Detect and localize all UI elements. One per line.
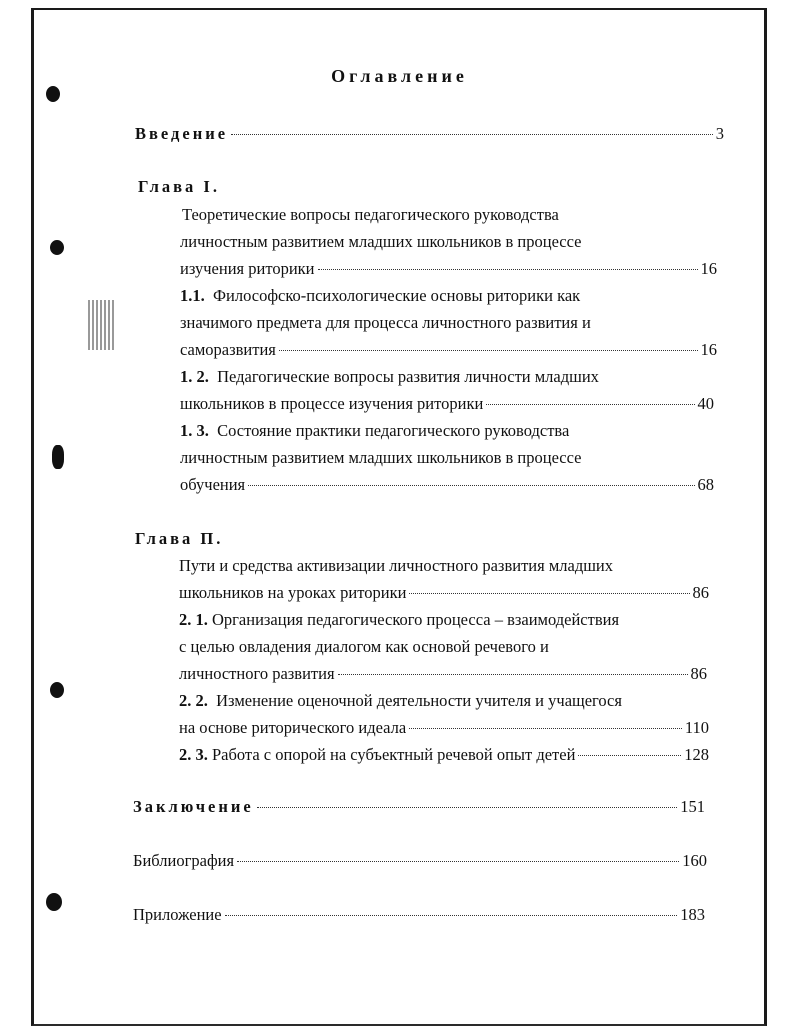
ch2-s2-text: Изменение оценочной деятельности учителя и учащегося (216, 691, 622, 710)
page-border (31, 8, 767, 1026)
ch2-s1-entry (179, 664, 707, 684)
toc-bibliography (133, 851, 707, 871)
ch2-s3-entry (179, 745, 709, 765)
ch2-main-line: Пути и средства активизации личностного развития младших (179, 556, 614, 575)
ch2-s1-text: Организация педагогического процесса – взаимодействия (212, 610, 620, 629)
punch-hole-mark (50, 240, 64, 255)
ch2-s3-page: 128 (684, 745, 709, 764)
page-title: Оглавление (331, 66, 468, 86)
toc-conclusion (133, 797, 705, 817)
ch1-s2-last: школьников в процессе изучения риторики (180, 394, 484, 413)
ch1-s1-entry (180, 340, 717, 360)
ch2-main-page: 86 (692, 583, 709, 602)
leader-dots (279, 350, 698, 351)
ch1-s1-line (180, 286, 580, 306)
chapter-2-heading: Глава П. (135, 529, 224, 548)
leader-dots (486, 404, 694, 405)
toc-bibliography-page: 160 (682, 851, 707, 870)
toc-conclusion-label: Заключение (133, 797, 254, 816)
ch2-s1-num: 2. 1. (179, 610, 208, 629)
leader-dots (257, 807, 678, 808)
toc-appendix-page: 183 (680, 905, 705, 924)
ch2-s1-line (179, 610, 619, 630)
ch2-s2-page: 110 (684, 718, 709, 737)
ch1-s3-entry (180, 475, 714, 495)
leader-dots (237, 861, 679, 862)
leader-dots (578, 755, 681, 756)
toc-appendix-label: Приложение (133, 905, 222, 924)
ch1-s3-text: Состояние практики педагогического руководства (217, 421, 570, 440)
leader-dots (409, 593, 689, 594)
ch1-main-entry (180, 259, 717, 279)
ch1-s1-text: Философско-психологические основы риторики как (213, 286, 581, 305)
toc-appendix (133, 905, 705, 925)
ch1-s2-entry (180, 394, 714, 414)
leader-dots (225, 915, 678, 916)
ch1-s3-last: обучения (180, 475, 246, 494)
ch2-s1-page: 86 (690, 664, 707, 683)
punch-hole-mark (50, 682, 64, 698)
leader-dots (248, 485, 694, 486)
punch-hole-mark (46, 86, 60, 102)
ch2-s2-num: 2. 2. (179, 691, 208, 710)
ch1-main-page: 16 (700, 259, 717, 278)
ch1-s3-line: личностным развитием младших школьников в процессе (180, 448, 582, 467)
ch2-s1-line: с целью овладения диалогом как основой речевого и (179, 637, 549, 656)
ch2-s2-entry (179, 718, 709, 738)
ch1-main-last: изучения риторики (180, 259, 315, 278)
toc-intro-label: Введение (135, 124, 229, 143)
ch1-s3-line (180, 421, 569, 441)
ch1-s2-page: 40 (697, 394, 714, 413)
toc-conclusion-page: 151 (680, 797, 705, 816)
leader-dots (231, 134, 713, 135)
ch1-s2-line (180, 367, 599, 387)
ch2-s2-line (179, 691, 622, 711)
ch1-s2-num: 1. 2. (180, 367, 209, 386)
leader-dots (409, 728, 682, 729)
chapter-1-heading: Глава I. (138, 177, 220, 196)
ch2-s2-last: на основе риторического идеала (179, 718, 407, 737)
punch-hole-mark (52, 445, 64, 469)
ch1-s1-page: 16 (700, 340, 717, 359)
ch1-s1-line: значимого предмета для процесса личностного развития и (180, 313, 591, 332)
ch1-s1-last: саморазвития (180, 340, 276, 359)
ch2-s3-label (179, 745, 575, 765)
ch1-s2-text: Педагогические вопросы развития личности младших (217, 367, 599, 386)
punch-hole-mark (46, 893, 62, 911)
leader-dots (318, 269, 698, 270)
ch1-s1-num: 1.1. (180, 286, 205, 305)
ch2-s3-text: Работа с опорой на субъектный речевой опыт детей (212, 745, 576, 764)
ch2-s1-last: личностного развития (179, 664, 335, 683)
ch1-main-line: Теоретические вопросы педагогического руководства (182, 205, 559, 224)
toc-intro-page: 3 (715, 124, 724, 143)
scan-noise-mark (88, 300, 116, 350)
ch2-main-last: школьников на уроках риторики (179, 583, 407, 602)
ch1-s3-page: 68 (697, 475, 714, 494)
ch2-s3-num: 2. 3. (179, 745, 208, 764)
leader-dots (338, 674, 688, 675)
ch1-s3-num: 1. 3. (180, 421, 209, 440)
toc-intro (135, 124, 724, 144)
ch2-main-entry (179, 583, 709, 603)
ch1-main-line: личностным развитием младших школьников в процессе (180, 232, 582, 251)
toc-bibliography-label: Библиография (133, 851, 235, 870)
